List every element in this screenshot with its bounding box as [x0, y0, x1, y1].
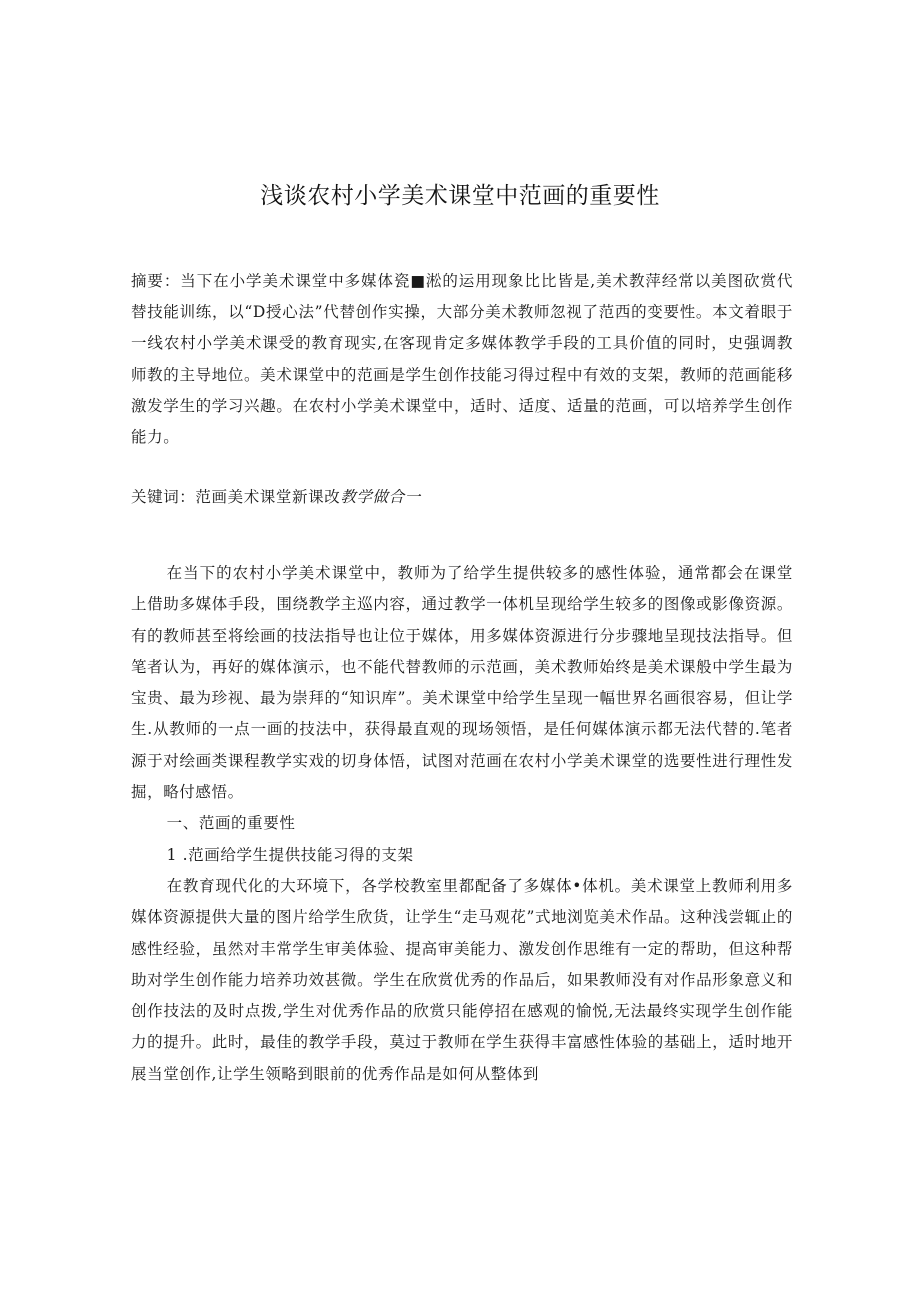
keywords-line — [131, 482, 793, 512]
keywords-italic: 教学做合一 — [340, 488, 421, 506]
body-text — [131, 558, 793, 1090]
body-paragraph-intro: 在当下的农村小学美术课堂中，教师为了给学生提供较多的感性体验，通常都会在课堂上借助多媒体手段，围绕教学主巡内容，通过教学一体机呈现给学生较多的图像或影像资源。有的教师甚至将绘画的技法指导也让位于媒体，用多媒体资源进行分步骤地呈现技法指导。但笔者认为，再好的媒体演示，也不能代替教师的示范画，美术教师始终是美术课般中学生最为宝贵、最为珍视、最为崇拜的“知识库”。美术课堂中给学生呈现一幅世界名画很容易，但让学生.从教师的一点一画的技法中，获得最直观的现场领悟，是任何媒体演示都无法代替的.笔者源于对绘画类课程教学实戏的切身体悟，试图对范画在农村小学美术课堂的选要性进行理性发掘，略付感悟。 — [131, 564, 793, 802]
abstract-paragraph: 摘要：当下在小学美术课堂中多媒体瓷■淞的运用现象比比皆是,美术教萍经常以美图砍赏代替技能训练，以“D授心法”代替创作实操，大部分美术教师忽视了范西的变要性。本文着眼于一线农村小学美术课受的教育现实,在客现肯定多媒体教学手段的工具价值的同时，史强调教师教的主导地位。美术课堂中的范画是学生创作技能习得过程中有效的支架，教师的范画能移激发学生的学习兴趣。在农村小学美术课堂中，适时、适度、适量的范画，可以培养学生创作能力。 — [131, 272, 793, 447]
body-paragraph-section-1: 在教育现代化的大环境下，各学校教室里都配备了多媒体•体机。美术课堂上教师利用多媒体资源提供大量的图片给学生欣货，让学生“走马观花”式地浏览美术作品。这种浅尝辄止的感性经验，虽然对丰常学生审美体验、提高审美能力、激发创作思维有一定的帮助，但这种帮助对学生创作能力培养功效甚微。学生在欣赏优秀的作品后，如果教师没有对作品形象意义和创作技法的及时点拨,学生对优秀作品的欣赏只能停招在感观的愉悦,无法最终实现学生创作能力的提升。此时，最佳的教学手段，莫过于教师在学生获得丰富感性体验的基础上，适时地开展当堂创作,让学生领略到眼前的优秀作品是如何从整体到 — [131, 876, 793, 1083]
document-title: 浅谈农村小学美术课堂中范画的重要性 — [260, 183, 660, 209]
keywords-label: 关键词：范画美术课堂新课改 — [131, 488, 341, 506]
subsection-heading: 1 .范画给学生提供技能习得的支架 — [166, 845, 414, 864]
section-heading: 一、范画的重要性 — [166, 814, 296, 833]
